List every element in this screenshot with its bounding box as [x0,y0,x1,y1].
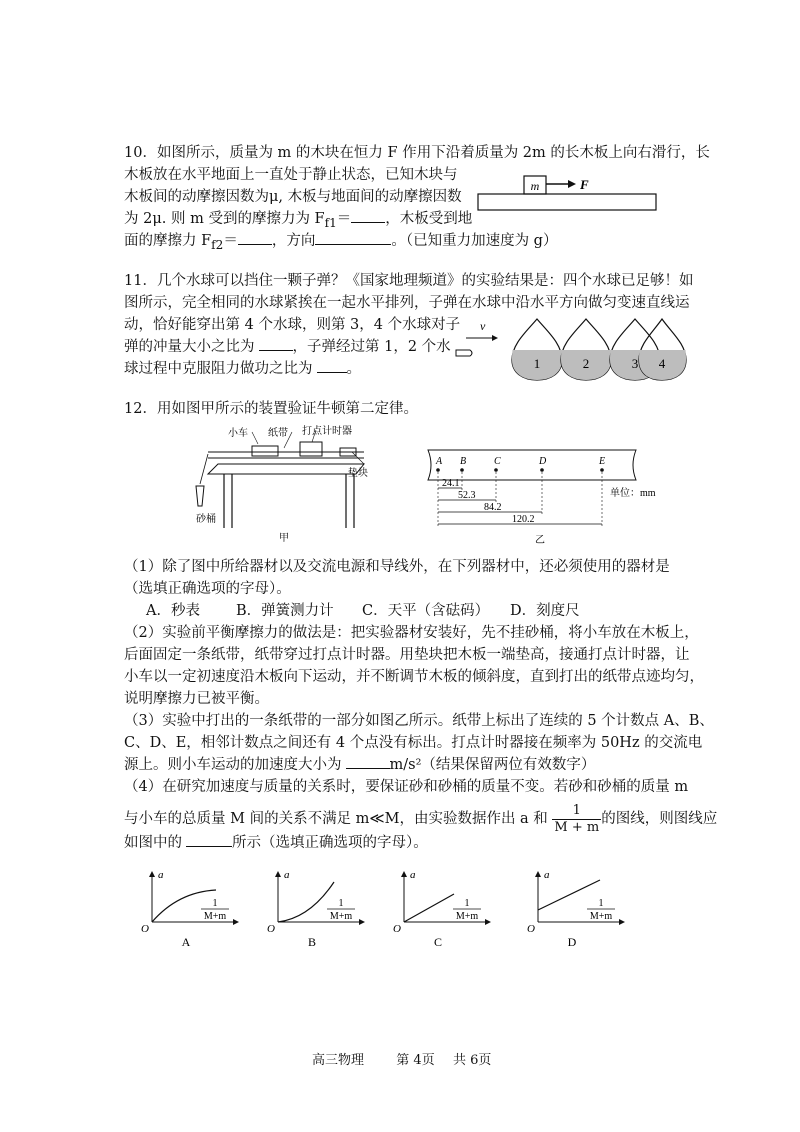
graph-xlabel-num: 1 [338,898,344,909]
bullet [456,350,472,356]
graph-letter: A [181,935,191,949]
point-label: A [436,456,443,467]
graph-letter: C [433,935,443,949]
q12-p3-line1: （3）实验中打出的一条纸带的一部分如图乙所示。纸带上标出了连续的 5 个计数点 A、B、 [124,713,714,729]
distance-label: 52.3 [458,490,476,501]
sand-bucket [196,486,204,506]
q12-text: m/s²（结果保留两位有效数字） [389,757,596,773]
q12-p4-line3 [124,832,428,854]
footer-page: 第 4页 [396,1053,435,1068]
q11-line4 [124,336,451,358]
graph-ylabel: a [158,869,164,881]
answer-blank[interactable] [315,230,391,245]
q12-p1-line1: （1）除了图中所给器材以及交流电源和导线外，在下列器材中，还必须使用的器材是 [124,559,670,575]
graph-origin: O [267,923,275,935]
answer-blank[interactable] [317,358,347,373]
graph-xlabel-num: 1 [212,898,218,909]
velocity-arrowhead [492,335,498,341]
label-block: 垫块 [348,468,368,479]
answer-blank[interactable] [186,832,232,847]
q11-line2: 图所示，完全相同的水球紧挨在一起水平排列，子弹在水球中沿水平方向做匀变速直线运 [124,295,690,311]
graph-xlabel-den: M+m [455,911,479,922]
graph-ylabel: a [410,869,416,881]
q12-title: 12．用如图甲所示的装置验证牛顿第二定律。 [124,401,418,417]
q12-p2-line3: 小车以一定初速度沿木板向下运动，并不断调节木板的倾斜度，直到打出的纸带点迹均匀， [124,669,704,685]
graph-ylabel: a [544,869,550,881]
fraction [552,803,601,836]
force-arrowhead [568,180,576,188]
q10-text: ＝ [336,211,352,227]
answer-blank[interactable] [238,230,272,245]
q10-text: 面的摩擦力 F [124,233,212,249]
unit-label: 单位：mm [610,488,656,499]
page-footer [312,1050,491,1072]
tape-point [460,468,464,472]
graph-a [141,869,238,949]
water-ball [512,319,562,380]
water-ball [561,319,611,380]
q10-text: ＝ [223,233,238,249]
q11-text: 。 [346,361,361,377]
label-timer: 打点计时器 [302,426,352,437]
footer-total: 共 6页 [452,1053,492,1068]
table-top [208,464,364,474]
q11-line1: 11．几个水球可以挡住一颗子弹？《国家地理频道》的实验结果是：四个水球已足够！如 [124,273,694,289]
ball-number: 4 [658,356,666,371]
q12-p2-line1: （2）实验前平衡摩擦力的做法是：把实验器材安装好，先不挂砂桶，将小车放在木板上， [124,625,699,641]
q12-p2-line4: 说明摩擦力已被平衡。 [124,691,269,707]
graph-ylabel: a [284,869,290,881]
q12-option-b: B．弹簧测力计 [236,603,334,619]
point-label: E [599,456,606,467]
caption-yi: 乙 [535,535,545,546]
ball-number: 3 [631,356,639,371]
point-label: C [494,456,501,467]
force-label: F [580,177,589,192]
tape-point [494,468,498,472]
q12-text: 源上。则小车运动的加速度大小为 [124,757,342,773]
answer-blank[interactable] [259,336,293,351]
q10-text: ，木板受到地 [385,211,473,227]
graph-xlabel-den: M+m [329,911,353,922]
q12-p1-line2: （选填正确选项的字母）。 [124,581,291,597]
graph-origin: O [393,923,401,935]
caption-jia: 甲 [279,533,289,544]
q10-line2: 木板放在水平地面上一直处于静止状态，已知木块与 [124,167,458,183]
label-car: 小车 [228,428,248,439]
graph-xlabel-den: M+m [589,911,613,922]
answer-blank[interactable] [351,208,385,223]
footer-subject: 高三物理 [312,1053,365,1068]
q11-text: ，子弹经过第 1，2 个水 [292,339,451,355]
water-ball [639,319,686,380]
q12-p2-line2: 后面固定一条纸带，纸带穿过打点计时器。用垫块把木板一端垫高，接通打点计时器，让 [124,647,690,663]
point-label: B [460,456,467,467]
graph-letter: B [307,935,317,949]
distance-label: 84.2 [484,502,502,513]
graph-origin: O [141,923,149,935]
tape-points [435,456,605,472]
q10-text: 。（已知重力加速度为 g） [391,233,558,249]
q11-figure [448,316,688,384]
tape-point [540,468,544,472]
graph-line [538,880,600,910]
q10-text: ，方向 [271,233,316,249]
ball-number: 2 [582,356,590,371]
q10-sub: f1 [324,215,337,230]
timer [300,442,322,456]
graph-line [404,894,454,922]
point-label: D [539,456,547,467]
q12-text: 与小车的总质量 M 间的关系不满足 m≪M，由实验数据作出 a 和 [124,811,548,827]
graph-xlabel-num: 1 [464,898,470,909]
answer-blank[interactable] [346,754,390,769]
label-tape: 纸带 [268,428,288,439]
q12-text: 如图中的 [124,835,182,851]
ball-number: 1 [533,356,541,371]
q11-text: 球过程中克服阻力做功之比为 [124,361,313,377]
graph-options [138,866,658,956]
string [200,454,208,484]
q10-sub: f2 [211,237,224,252]
graph-b [267,869,364,949]
q11-line5 [124,358,361,380]
q11-line3: 动，恰好能穿出第 4 个水球，则第 3，4 个水球对子 [124,317,461,333]
q12-option-c: C．天平（含砝码） [362,603,490,619]
q10-text: 为 2μ. 则 m 受到的摩擦力为 F [124,211,325,227]
water-balls [512,319,686,380]
q12-text: 的图线，则图线应 [601,811,718,827]
q12-p4-line1: （4）在研究加速度与质量的关系时，要保证砂和砂桶的质量不变。若砂和砂桶的质量 m [124,779,689,795]
figure-jia [188,424,378,546]
q10-line3: 木板间的动摩擦因数为μ, 木板与地面间的动摩擦因数 [124,189,462,205]
q10-line5 [124,230,557,256]
figure-yi [414,448,664,548]
q12-p3-line2: C、D、E，相邻计数点之间还有 4 个点没有标出。打点计时器接在频率为 50Hz 的交流电 [124,735,703,751]
graph-xlabel-num: 1 [598,898,604,909]
graph-letter: D [567,935,577,949]
graph-curve [278,882,334,922]
tape-point [600,468,604,472]
q12-text: 所示（选填正确选项的字母）。 [232,835,428,851]
q10-figure [470,170,670,215]
tape-point [436,468,440,472]
graph-c [393,869,490,949]
q12-option-d: D．刻度尺 [510,603,580,619]
distance-label: 120.2 [512,514,535,525]
q12-option-a: A．秒表 [146,603,200,619]
cart [252,446,278,456]
fraction-denominator: M + m [554,819,600,835]
graph-origin: O [527,923,535,935]
q12-p3-line3 [124,754,595,776]
q10-line1: 10．如图所示，质量为 m 的木块在恒力 F 作用下沿着质量为 2m 的长木板上向右滑行，长 [124,145,710,161]
long-board [478,194,656,210]
graph-xlabel-den: M+m [203,911,227,922]
velocity-label: v [480,319,486,333]
label-bucket: 砂桶 [196,514,216,525]
q11-text: 弹的冲量大小之比为 [124,339,255,355]
leader-line [252,432,258,444]
block-label: m [530,179,540,193]
graph-d [527,869,624,949]
fraction-numerator: 1 [552,803,601,820]
distance-label: 24.1 [442,478,460,489]
